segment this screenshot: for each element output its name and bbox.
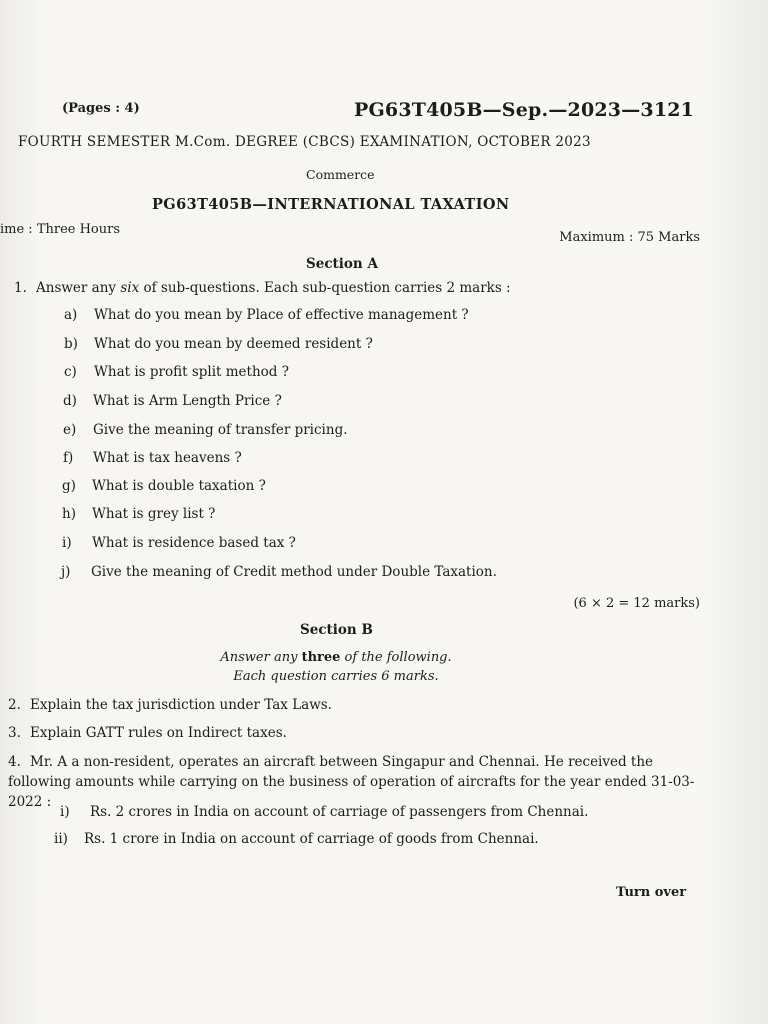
instruction-pre: Answer any (220, 650, 302, 665)
instruction-post: of the following. (340, 650, 452, 665)
sub-question-label: ii) (54, 831, 68, 847)
sub-question-text: What is Arm Length Price ? (93, 393, 282, 409)
sub-question-d (63, 393, 282, 409)
sub-question-label: b) (64, 336, 78, 352)
section-b-instruction-2: Each question carries 6 marks. (233, 669, 439, 684)
exam-title: FOURTH SEMESTER M.Com. DEGREE (CBCS) EXAMINATION, OCTOBER 2023 (18, 134, 591, 150)
page-count: (Pages : 4) (62, 101, 140, 116)
sub-question-label: c) (64, 364, 77, 380)
subject-name: Commerce (306, 167, 375, 182)
sub-question-text: Give the meaning of Credit method under Double Taxation. (91, 564, 497, 580)
sub-question-text: What is profit split method ? (94, 364, 289, 380)
section-a-heading: Section A (306, 256, 378, 272)
sub-question-g (62, 478, 266, 494)
sub-question-text: What is grey list ? (92, 506, 216, 522)
sub-question-e (63, 422, 348, 438)
section-b-instruction-1 (136, 650, 536, 665)
sub-question-text: What do you mean by deemed resident ? (94, 336, 373, 352)
time-allowed: ime : Three Hours (0, 222, 121, 237)
sub-question-label: g) (62, 478, 76, 494)
sub-question-text: Rs. 2 crores in India on account of carriage of passengers from Chennai. (90, 804, 589, 820)
question-4-text: Mr. A a non-resident, operates an aircraft between Singapur and Chennai. He received the following amounts while carrying on the business of operation of aircrafts for the year ended 31-03-2022 : (8, 754, 695, 810)
maximum-marks: Maximum : 75 Marks (559, 230, 700, 245)
sub-question-b (64, 336, 373, 352)
question-1 (14, 280, 511, 296)
sub-question-i (62, 535, 296, 551)
question-1-emphasis: six (120, 280, 140, 296)
section-b-heading: Section B (300, 622, 373, 638)
question-number: 2. (8, 697, 21, 713)
section-a-marks: (6 × 2 = 12 marks) (573, 596, 700, 611)
question-2-text: Explain the tax jurisdiction under Tax Laws. (30, 697, 332, 713)
question-number: 4. (8, 754, 21, 770)
sub-question-text: What is double taxation ? (92, 478, 266, 494)
question-3 (8, 725, 287, 741)
sub-question-label: j) (61, 564, 71, 580)
sub-question-label: i) (62, 535, 72, 551)
sub-question-j (61, 564, 497, 580)
sub-question-text: What do you mean by Place of effective management ? (94, 307, 469, 323)
course-title: PG63T405B—INTERNATIONAL TAXATION (152, 196, 510, 213)
sub-question-label: i) (60, 804, 70, 820)
question-4-item-i (60, 804, 588, 820)
sub-question-text: Rs. 1 crore in India on account of carriage of goods from Chennai. (84, 831, 539, 847)
question-1-post: of sub-questions. Each sub-question carries 2 marks : (139, 280, 511, 296)
sub-question-label: h) (62, 506, 76, 522)
sub-question-c (64, 364, 289, 380)
sub-question-text: Give the meaning of transfer pricing. (93, 422, 348, 438)
question-number: 3. (8, 725, 21, 741)
sub-question-label: e) (63, 422, 77, 438)
sub-question-label: a) (64, 307, 78, 323)
sub-question-label: d) (63, 393, 77, 409)
sub-question-a (64, 307, 469, 323)
sub-question-text: What is tax heavens ? (93, 450, 242, 466)
sub-question-f (63, 450, 242, 466)
question-4 (8, 752, 698, 812)
question-2 (8, 697, 332, 713)
sub-question-label: f) (63, 450, 74, 466)
sub-question-h (62, 506, 215, 522)
question-number: 1. (14, 280, 27, 296)
question-1-pre: Answer any (36, 280, 121, 296)
instruction-bold: three (301, 650, 341, 665)
sub-question-text: What is residence based tax ? (92, 535, 296, 551)
turn-over: Turn over (616, 885, 687, 900)
question-3-text: Explain GATT rules on Indirect taxes. (30, 725, 287, 741)
paper-code: PG63T405B—Sep.—2023—3121 (354, 99, 695, 121)
question-4-item-ii (54, 831, 539, 847)
